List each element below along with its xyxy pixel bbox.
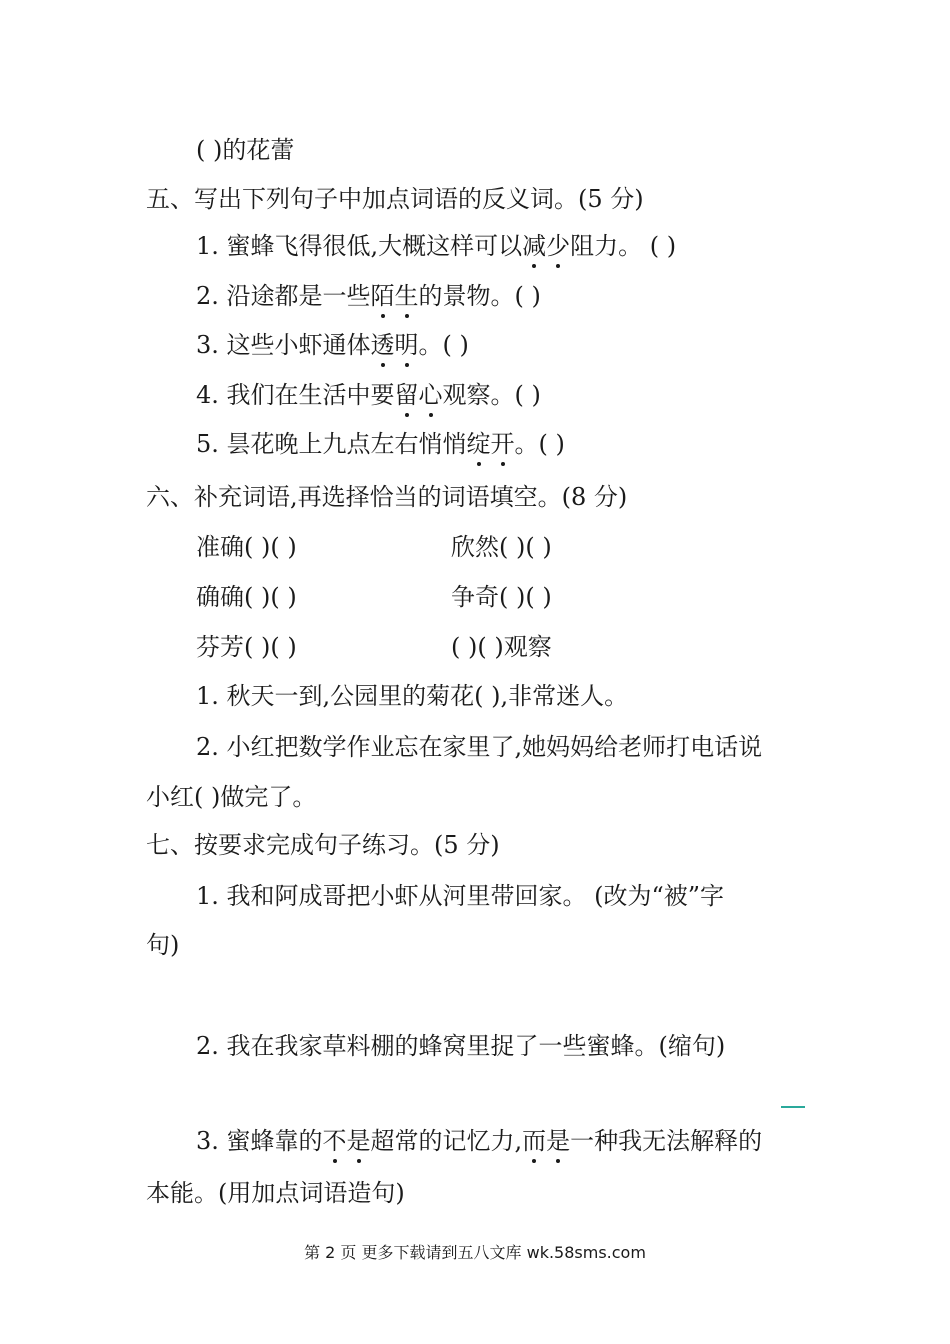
page-footer: 第 2 页 更多下载请到五八文库 wk.58sms.com	[304, 1243, 646, 1262]
section7-question-1b: 句)	[146, 931, 180, 959]
section6-word-2b: 争奇( )( )	[451, 583, 552, 611]
section5-item-2: 2. 沿途都是一些陌生的景物。( )	[196, 282, 541, 310]
section6-question-2b: 小红( )做完了。	[146, 783, 317, 811]
section6-question-1: 1. 秋天一到,公园里的菊花( ),非常迷人。	[196, 682, 629, 710]
section6-word-3a: 芬芳( )( )	[196, 633, 297, 661]
section7-question-2: 2. 我在我家草料棚的蜂窝里捉了一些蜜蜂。(缩句)	[196, 1032, 726, 1060]
section6-title: 六、补充词语,再选择恰当的词语填空。(8 分)	[146, 483, 628, 511]
decorative-dash	[781, 1106, 805, 1108]
section6-question-2a: 2. 小红把数学作业忘在家里了,她妈妈给老师打电话说	[196, 733, 763, 761]
section6-word-3b: ( )( )观察	[451, 633, 552, 661]
section6-word-1a: 准确( )( )	[196, 533, 297, 561]
section7-question-1a: 1. 我和阿成哥把小虾从河里带回家。 (改为“被”字	[196, 882, 725, 910]
section7-question-3b: 本能。(用加点词语造句)	[146, 1179, 405, 1207]
section5-item-3: 3. 这些小虾通体透明。( )	[196, 331, 469, 359]
section5-item-1: 1. 蜜蜂飞得很低,大概这样可以减少阻力。 ( )	[196, 232, 677, 260]
section6-word-1b: 欣然( )( )	[451, 533, 552, 561]
section5-title: 五、写出下列句子中加点词语的反义词。(5 分)	[146, 185, 644, 213]
section5-item-5: 5. 昙花晚上九点左右悄悄绽开。( )	[196, 430, 565, 458]
top-fragment: ( )的花蕾	[196, 136, 295, 164]
section6-word-2a: 确确( )( )	[196, 583, 297, 611]
section7-question-3a: 3. 蜜蜂靠的不是超常的记忆力,而是一种我无法解释的	[196, 1127, 763, 1155]
section7-title: 七、按要求完成句子练习。(5 分)	[146, 831, 500, 859]
section5-item-4: 4. 我们在生活中要留心观察。( )	[196, 381, 541, 409]
